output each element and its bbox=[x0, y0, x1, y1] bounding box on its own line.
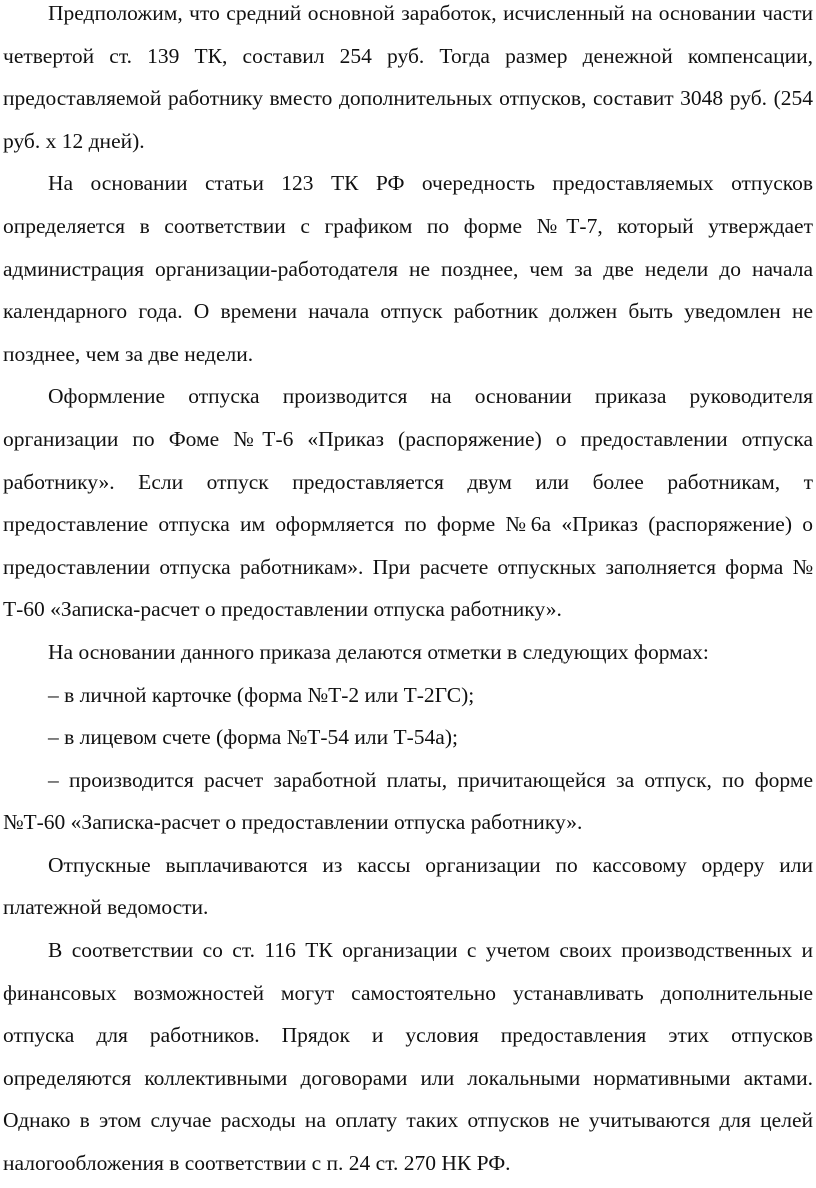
paragraph-vacation-schedule: На основании статьи 123 ТК РФ очередность предоставляемых отпусков определяется в соответствии с графиком по форме №Т-7, который утверждает администрация организации-работодателя не позднее, чем за две недели до начала календарного года. О времени начала отпуск работник должен быть уведомлен не позднее, чем за две недели. bbox=[3, 171, 813, 366]
paragraph-vacation-order: Оформление отпуска производится на основании приказа руководителя организации по Фоме №Т-6 «Приказ (распоряжение) о предоставлении отпуска работнику». Если отпуск предоставляется двум или более работникам, т предоставление отпуска им оформляется по форме №6а «Приказ (распоряжение) о предоставлении отпуска работникам». При расчете отпускных заполняется форма № Т-60 «Записка-расчет о предоставлении отпуска работнику». bbox=[3, 384, 813, 622]
list-item-salary-calculation: – производится расчет заработной платы, причитающейся за отпуск, по форме №Т-60 «Записка-расчет о предоставлении отпуска работнику». bbox=[3, 767, 813, 835]
paragraph-additional-vacations: В соответствии со ст. 116 ТК организации с учетом своих производственных и финансовых возможностей могут самостоятельно устанавливать дополнительные отпуска для работников. Прядок и условия предоставления этих отпусков определяются коллективными договорами или локальными нормативными актами. Однако в этом случае расходы на оплату таких отпусков не учитываются для целей налогообложения в соответствии с п. 24 ст. 270 НК РФ. bbox=[3, 938, 813, 1176]
list-item-personal-account: – в лицевом счете (форма №Т-54 или Т-54а); bbox=[48, 725, 458, 750]
paragraph-payment: Отпускные выплачиваются из кассы организации по кассовому ордеру или платежной ведомости. bbox=[3, 852, 813, 920]
paragraph-order-marks: На основании данного приказа делаются отметки в следующих формах: bbox=[48, 639, 709, 664]
list-item-personal-card: – в личной карточке (форма №Т-2 или Т-2ГС); bbox=[48, 682, 475, 707]
paragraph-compensation: Предположим, что средний основной заработок, исчисленный на основании части четвертой ст. 139 ТК, составил 254 руб. Тогда размер денежной компенсации, предоставляемой работнику вместо дополнительных отпусков, составит 3048 руб. (254 руб. х 12 дней). bbox=[3, 1, 813, 153]
